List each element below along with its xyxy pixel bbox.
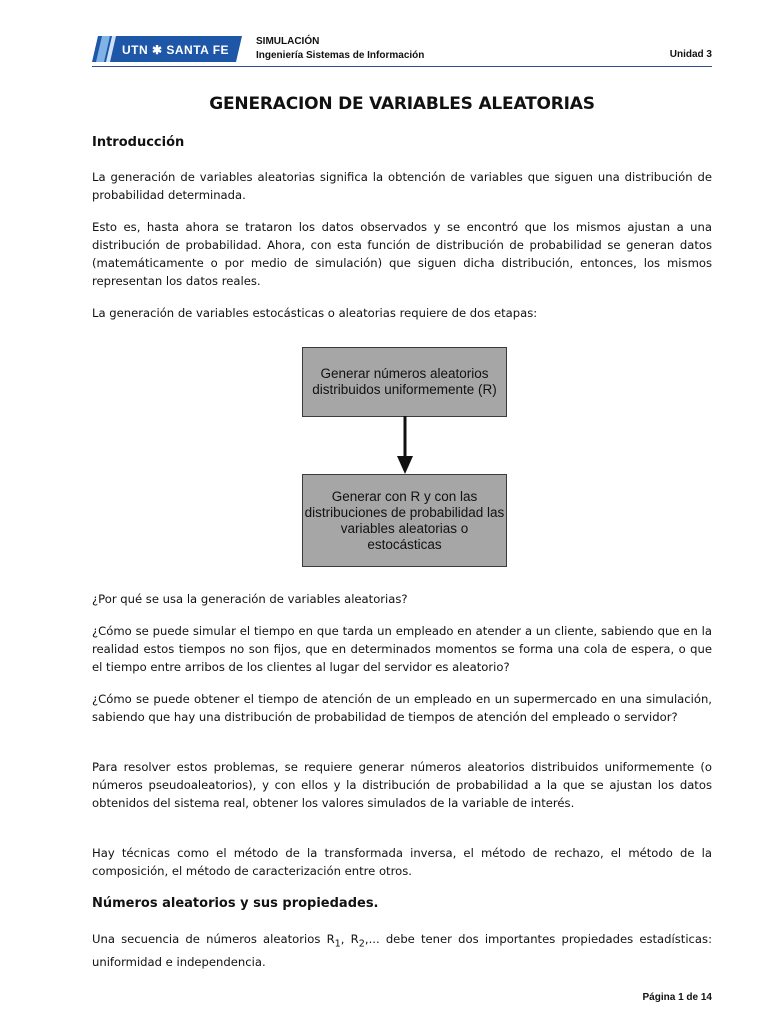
diagram-box-generate-uniform bbox=[302, 347, 507, 417]
paragraph-3: La generación de variables estocásticas o aleatorias requiere de dos etapas: bbox=[92, 306, 538, 320]
paragraph-1: La generación de variables aleatorias significa la obtención de variables que siguen una distribución de probabilidad determinada. bbox=[92, 170, 712, 202]
down-arrow-icon bbox=[395, 416, 415, 476]
question-1: ¿Por qué se usa la generación de variables aleatorias? bbox=[92, 592, 408, 606]
course-name: SIMULACIÓN bbox=[256, 36, 320, 47]
p8-subscript-1: 1 bbox=[334, 938, 341, 950]
page-title: GENERACION DE VARIABLES ALEATORIAS bbox=[209, 94, 595, 114]
page-total: 14 bbox=[700, 992, 712, 1003]
logo-text: UTN ✱ SANTA FE bbox=[122, 43, 230, 57]
page-number bbox=[643, 992, 713, 1003]
paragraph-5: ¿Cómo se puede obtener el tiempo de atención de un empleado en un supermercado en una simulación, sabiendo que hay una distribución de probabilidad de tiempos de atención del empleado o servidor? bbox=[92, 692, 712, 724]
page-label: Página bbox=[642, 992, 676, 1003]
paragraph-2: Esto es, hasta ahora se trataron los datos observados y se encontró que los mismos ajustan a una distribución de probabilidad. Ahora, con esta función de distribución de probabilidad se generan datos (matemáticamente o por medio de simulación) que siguen dicha distribución, entonces, los mismos representan los datos reales. bbox=[92, 220, 712, 288]
diagram-box-2-label: Generar con R y con las distribuciones de probabilidad las variables aleatorias o estocásticas bbox=[304, 488, 505, 552]
page-header bbox=[92, 32, 712, 67]
p8-text-1: Una secuencia de números aleatorios R bbox=[92, 932, 335, 946]
page-current: 1 bbox=[678, 992, 684, 1003]
program-name: Ingeniería Sistemas de Información bbox=[256, 50, 425, 61]
page-of: de bbox=[686, 992, 699, 1003]
paragraph-4: ¿Cómo se puede simular el tiempo en que tarda un empleado en atender a un cliente, sabiendo que en la realidad estos tiempos no son fijos, que en determinados momentos se forma una cola de espera, o que el tiempo entre arribos de los clientes al lugar del servidor es aleatorio? bbox=[92, 624, 712, 674]
p8-text-3: ,... debe tener dos importantes propiedades estadísticas: uniformidad e independencia. bbox=[92, 932, 712, 970]
paragraph-7: Hay técnicas como el método de la transformada inversa, el método de rechazo, el método de la composición, el método de caracterización entre otros. bbox=[92, 846, 712, 878]
utn-logo bbox=[92, 36, 242, 62]
paragraph-6: Para resolver estos problemas, se requiere generar números aleatorios distribuidos uniformemente (o números pseudoaleatorios), y con ellos y la distribución de probabilidad a la que se ajustan los datos obtenidos del sistema real, obtener los valores simulados de la variable de interés. bbox=[92, 760, 712, 810]
diagram-box-1-label: Generar números aleatorios distribuidos uniformemente (R) bbox=[312, 366, 497, 397]
header-course-info bbox=[256, 35, 424, 63]
p8-text-2: , R bbox=[340, 932, 359, 946]
p8-subscript-2: 2 bbox=[358, 938, 365, 950]
heading-numeros-aleatorios: Números aleatorios y sus propiedades. bbox=[92, 896, 379, 911]
heading-introduccion: Introducción bbox=[92, 135, 185, 150]
paragraph-8 bbox=[92, 930, 712, 971]
unit-label: Unidad 3 bbox=[669, 49, 712, 60]
diagram-box-generate-variables bbox=[302, 474, 507, 567]
